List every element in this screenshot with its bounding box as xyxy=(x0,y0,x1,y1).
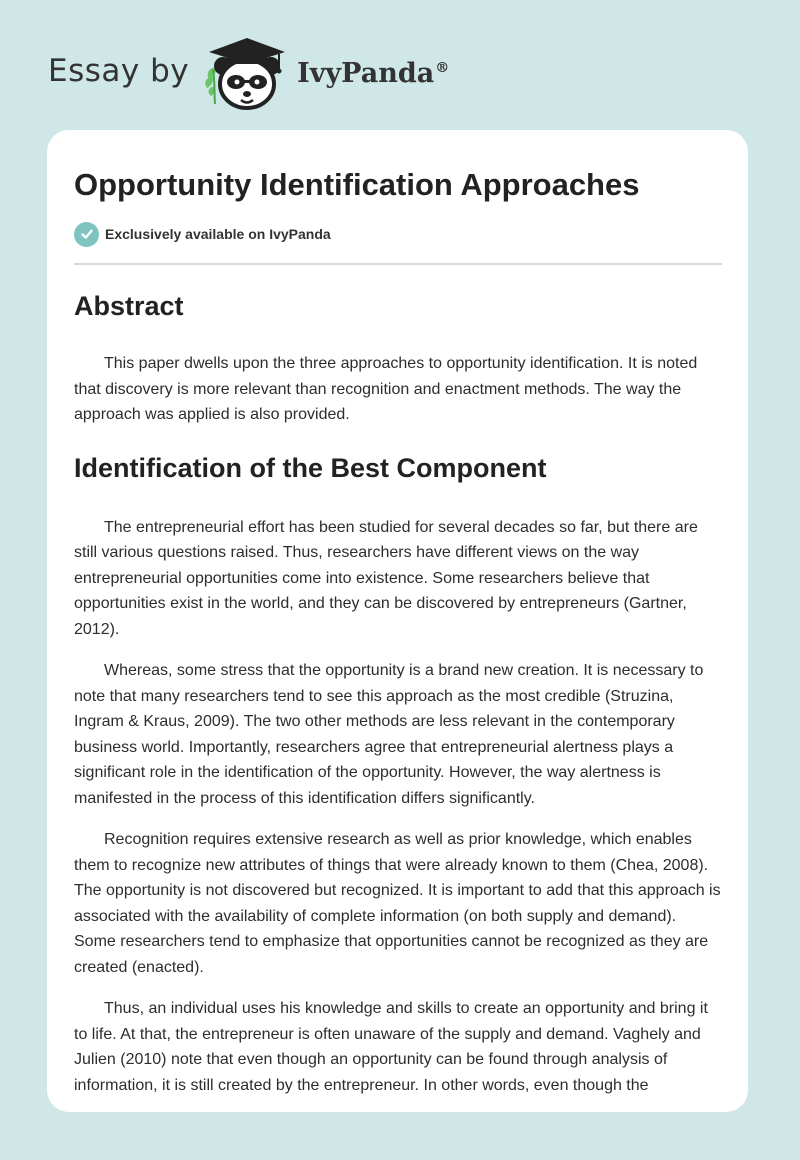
badge-text: Exclusively available on IvyPanda xyxy=(105,226,331,242)
page-title: Opportunity Identification Approaches xyxy=(74,167,640,202)
essay-card xyxy=(47,130,748,1112)
paragraph: Whereas, some stress that the opportunity is a brand new creation. It is necessary to note that many researchers tend to see this approach as the most credible (Struzina, Ingram & Kraus, 2009). The two other methods are less relevant in the contemporary business world. Importantly, researchers agree that entrepreneurial alertness plays a significant role in the identification of the opportunity. However, the way alertness is manifested in the process of this identification differs significantly. xyxy=(74,662,704,807)
paragraph: This paper dwells upon the three approaches to opportunity identification. It is noted that discovery is more relevant than recognition and enactment methods. The way the approach was applied is also provided. xyxy=(74,355,698,423)
brand-prefix: Essay by xyxy=(48,53,190,89)
checkmark-icon xyxy=(74,222,99,247)
title-divider xyxy=(74,263,722,265)
paragraph: Thus, an individual uses his knowledge and skills to create an opportunity and bring it to life. At that, the entrepreneur is often unaware of the supply and demand. Vaghely and Julien (2010) note that even though an opportunity can be found through analysis of information, it is still created by the entrepreneur. In other words, even though the xyxy=(74,1000,708,1094)
exclusive-badge xyxy=(74,221,722,247)
section-heading-identification: Identification of the Best Component xyxy=(74,452,547,483)
registered-mark: ® xyxy=(435,59,450,76)
panda-logo-icon xyxy=(203,36,291,112)
section-heading-abstract: Abstract xyxy=(74,291,184,321)
paragraph: The entrepreneurial effort has been studied for several decades so far, but there are still various questions raised. Thus, researchers have different views on the way entrepreneurial opportunities come into existence. Some researchers believe that opportunities exist in the world, and they can be discovered by entrepreneurs (Gartner, 2012). xyxy=(74,518,698,638)
brand-name[interactable]: IvyPanda® xyxy=(297,57,450,89)
essay-brand-header xyxy=(48,36,449,112)
paragraph: Recognition requires extensive research as well as prior knowledge, which enables them to recognize new attributes of things that were already known to them (Chea, 2008). The opportunity is not discovered but recognized. It is important to add that this approach is associated with the availability of complete information (on both supply and demand). Some researchers tend to emphasize that opportunities cannot be recognized as they are created (enacted). xyxy=(74,831,721,976)
